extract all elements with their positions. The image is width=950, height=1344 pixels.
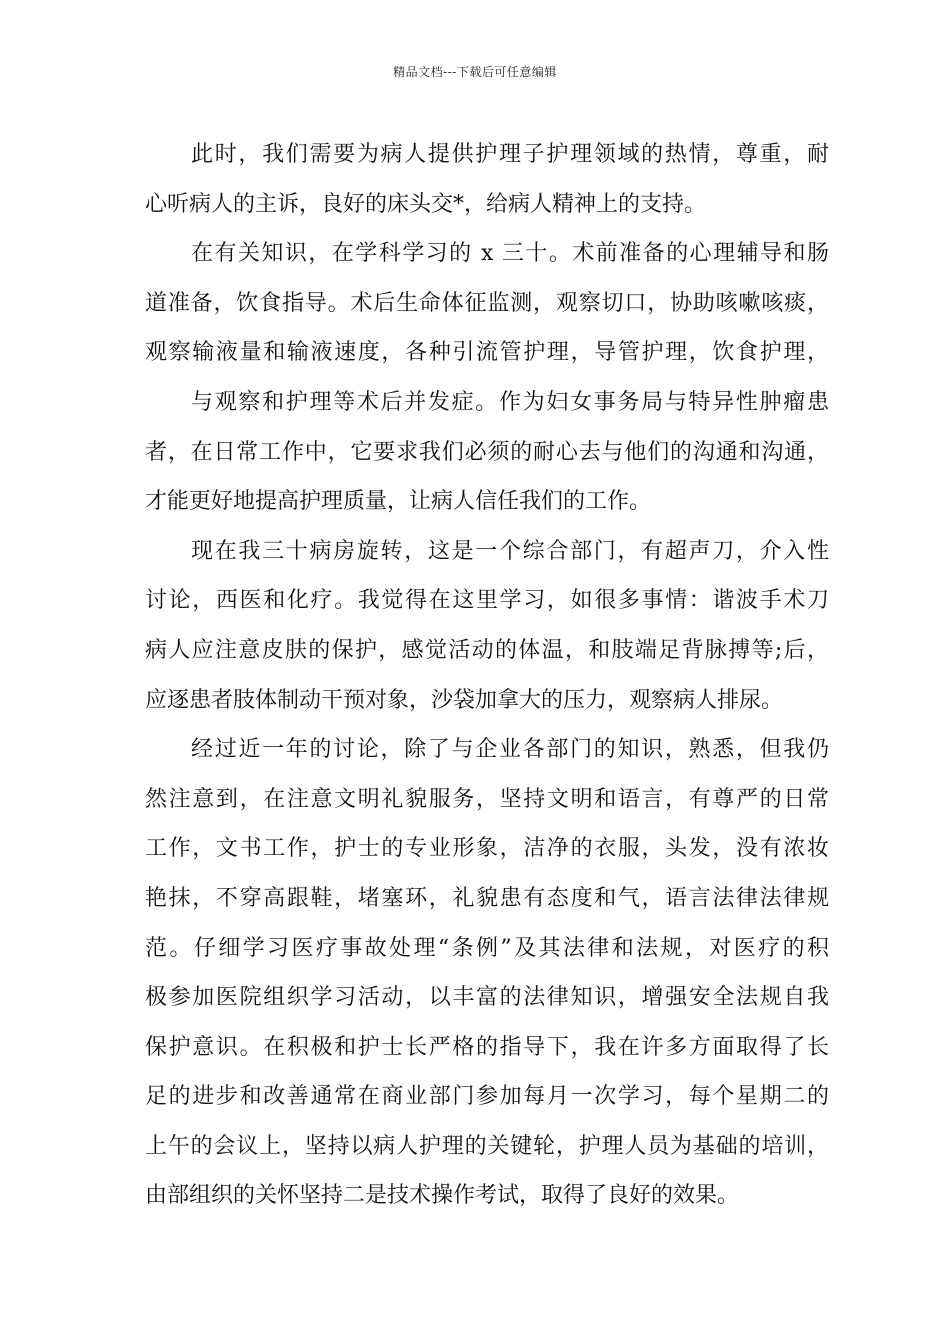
text-line: 艳抹，不穿高跟鞋，堵塞环，礼貌患有态度和气，语言法律法律规 bbox=[145, 885, 829, 911]
text-line: 讨论，西医和化疗。我觉得在这里学习，如很多事情：谐波手术刀 bbox=[145, 588, 829, 614]
text-line: 现在我三十病房旋转，这是一个综合部门，有超声刀，介入性 bbox=[191, 538, 829, 564]
text-line: 工作，文书工作，护士的专业形象，洁净的衣服，头发，没有浓妆 bbox=[145, 836, 829, 862]
text-line: 与观察和护理等术后并发症。作为妇女事务局与特异性肿瘤患 bbox=[191, 389, 829, 415]
text-line: 保护意识。在积极和护士长严格的指导下，我在许多方面取得了长 bbox=[145, 1034, 829, 1060]
text-line: 观察输液量和输液速度，各种引流管护理，导管护理，饮食护理， bbox=[145, 340, 829, 366]
text-line: 范。仔细学习医疗事故处理“条例”及其法律和法规，对医疗的积 bbox=[145, 935, 829, 961]
text-line: 病人应注意皮肤的保护，感觉活动的体温，和肢端足背脉搏等;后， bbox=[145, 637, 829, 663]
text-line: 足的进步和改善通常在商业部门参加每月一次学习，每个星期二的 bbox=[145, 1084, 829, 1110]
page-header: 精品文档---下载后可任意编辑 bbox=[393, 65, 557, 79]
text-line: 然注意到，在注意文明礼貌服务，坚持文明和语言，有尊严的日常 bbox=[145, 786, 829, 812]
text-line: 在有关知识，在学科学习的 x 三十。术前准备的心理辅导和肠 bbox=[191, 241, 829, 267]
text-line: 由部组织的关怀坚持二是技术操作考试，取得了良好的效果。 bbox=[145, 1183, 740, 1209]
document-body bbox=[145, 130, 829, 1221]
text-line: 极参加医院组织学习活动，以丰富的法律知识，增强安全法规自我 bbox=[145, 985, 829, 1011]
text-line: 经过近一年的讨论，除了与企业各部门的知识，熟悉，但我仍 bbox=[191, 737, 829, 763]
text-line: 心听病人的主诉，良好的床头交*，给病人精神上的支持。 bbox=[145, 191, 707, 217]
text-line: 应逐患者肢体制动干预对象，沙袋加拿大的压力，观察病人排尿。 bbox=[145, 687, 784, 713]
text-line: 道准备，饮食指导。术后生命体征监测，观察切口，协助咳嗽咳痰， bbox=[145, 290, 829, 316]
text-line: 上午的会议上，坚持以病人护理的关键轮，护理人员为基础的培训， bbox=[145, 1133, 829, 1159]
text-line: 此时，我们需要为病人提供护理子护理领域的热情，尊重，耐 bbox=[191, 142, 829, 167]
text-line: 才能更好地提高护理质量，让病人信任我们的工作。 bbox=[145, 489, 652, 515]
text-line: 者，在日常工作中，它要求我们必须的耐心去与他们的沟通和沟通， bbox=[145, 439, 829, 465]
